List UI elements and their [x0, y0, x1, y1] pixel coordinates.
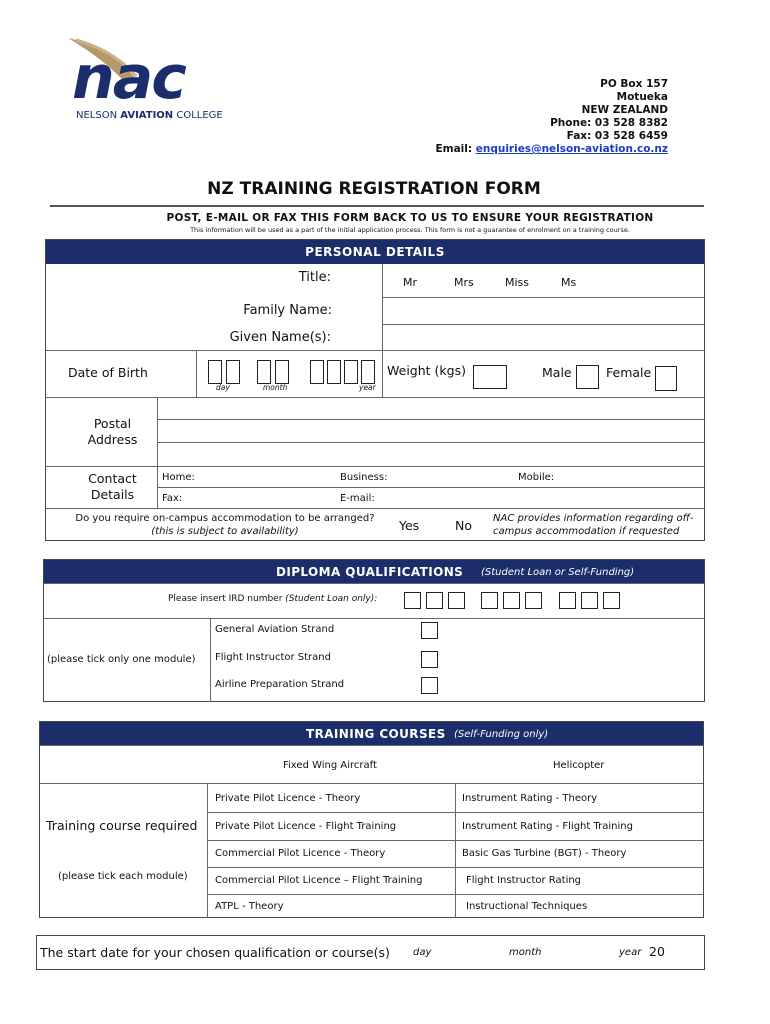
mobile-phone-label: Mobile: — [518, 472, 555, 483]
male-label: Male — [542, 365, 572, 380]
ird-digit-4[interactable] — [481, 592, 498, 609]
strand-airline-preparation-checkbox[interactable] — [421, 677, 438, 694]
contact-block — [435, 78, 668, 156]
course-ppl-theory: Private Pilot Licence - Theory — [215, 793, 361, 804]
address-line-2: Motueka — [616, 91, 668, 103]
dob-month-digit-2[interactable] — [275, 360, 289, 384]
ird-digit-6[interactable] — [525, 592, 542, 609]
postal-address-line-2[interactable] — [158, 420, 704, 441]
course-bgt-theory: Basic Gas Turbine (BGT) - Theory — [462, 848, 627, 859]
training-required-label: Training course required — [46, 818, 198, 833]
diploma-tick-note: (please tick only one module) — [47, 654, 196, 665]
ird-digit-2[interactable] — [426, 592, 443, 609]
fixed-wing-column-header: Fixed Wing Aircraft — [283, 760, 377, 771]
dob-year-digit-3[interactable] — [344, 360, 358, 384]
start-date-label: The start date for your chosen qualification or course(s) — [40, 945, 390, 960]
dob-day-caption: day — [216, 383, 230, 392]
given-names-field[interactable] — [383, 325, 703, 350]
dob-year-caption: year — [359, 383, 376, 392]
contact-label: Contact Details — [88, 471, 137, 502]
strand-general-aviation-checkbox[interactable] — [421, 622, 438, 639]
ird-digit-5[interactable] — [503, 592, 520, 609]
start-month-caption[interactable]: month — [509, 947, 542, 958]
strand-airline-preparation: Airline Preparation Strand — [215, 679, 345, 690]
course-cpl-flight: Commercial Pilot Licence – Flight Training — [215, 875, 423, 886]
title-option-ms[interactable]: Ms — [561, 276, 577, 289]
accommodation-no[interactable]: No — [455, 518, 472, 533]
dob-month-digit-1[interactable] — [257, 360, 271, 384]
postal-address-line-3[interactable] — [158, 443, 704, 465]
course-cpl-theory: Commercial Pilot Licence - Theory — [215, 848, 386, 859]
start-day-caption[interactable]: day — [413, 947, 432, 958]
course-instructional-techniques: Instructional Techniques — [466, 901, 588, 912]
title-option-mr[interactable]: Mr — [403, 276, 418, 289]
female-checkbox[interactable] — [655, 366, 677, 391]
logo — [66, 36, 241, 126]
email-link[interactable]: enquiries@nelson-aviation.co.nz — [475, 143, 668, 155]
email-field-label: E-mail: — [340, 493, 375, 504]
email-line: Email: enquiries@nelson-aviation.co.nz — [435, 143, 668, 155]
weight-field[interactable] — [473, 365, 507, 389]
family-name-field[interactable] — [383, 298, 703, 323]
business-phone-label: Business: — [340, 472, 388, 483]
dob-day-digit-2[interactable] — [226, 360, 240, 384]
form-subtitle: POST, E-MAIL OR FAX THIS FORM BACK TO US TO ENSURE YOUR REGISTRATION — [166, 212, 654, 224]
course-atpl-theory: ATPL - Theory — [215, 901, 284, 912]
course-ir-flight: Instrument Rating - Flight Training — [462, 821, 633, 832]
personal-details-heading: PERSONAL DETAILS — [46, 240, 704, 264]
phone-line: Phone: 03 528 8382 — [550, 117, 668, 129]
logo-letters: nac — [72, 43, 185, 113]
ird-digit-1[interactable] — [404, 592, 421, 609]
postal-address-line-1[interactable] — [158, 398, 704, 418]
form-title: NZ TRAINING REGISTRATION FORM — [207, 179, 541, 199]
ird-digit-8[interactable] — [581, 592, 598, 609]
helicopter-column-header: Helicopter — [553, 760, 605, 771]
family-name-label: Family Name: — [243, 303, 332, 318]
dob-year-digit-4[interactable] — [361, 360, 375, 384]
ird-label: Please insert IRD number (Student Loan only): — [168, 594, 378, 604]
female-label: Female — [606, 365, 652, 380]
form-note: This information will be used as a part of the initial application process. This form is not a guarantee of enrolment on a training course. — [190, 226, 630, 234]
dob-label: Date of Birth — [68, 365, 148, 380]
home-phone-label: Home: — [162, 472, 195, 483]
weight-label: Weight (kgs) — [387, 363, 466, 378]
training-heading: TRAINING COURSES — [306, 727, 446, 741]
diploma-heading-note: (Student Loan or Self-Funding) — [481, 567, 635, 578]
address-line-1: PO Box 157 — [600, 78, 668, 90]
course-ir-theory: Instrument Rating - Theory — [462, 793, 598, 804]
ird-digit-9[interactable] — [603, 592, 620, 609]
training-tick-note: (please tick each module) — [58, 871, 188, 882]
dob-day-digit-1[interactable] — [208, 360, 222, 384]
given-names-label: Given Name(s): — [229, 330, 331, 345]
start-year-prefix: 20 — [649, 944, 665, 959]
logo-caption: NELSON AVIATION COLLEGE — [76, 110, 223, 121]
male-checkbox[interactable] — [576, 365, 599, 389]
address-line-3: NEW ZEALAND — [581, 104, 668, 116]
fax-line: Fax: 03 528 6459 — [566, 130, 668, 142]
ird-digit-7[interactable] — [559, 592, 576, 609]
dob-year-digit-2[interactable] — [327, 360, 341, 384]
course-ppl-flight: Private Pilot Licence - Flight Training — [215, 821, 397, 832]
postal-label: Postal Address — [87, 416, 138, 447]
dob-month-caption: month — [263, 383, 288, 392]
start-year-caption[interactable]: year — [619, 947, 642, 958]
title-option-miss[interactable]: Miss — [505, 276, 530, 289]
strand-flight-instructor: Flight Instructor Strand — [215, 652, 331, 663]
course-flight-instructor: Flight Instructor Rating — [466, 875, 582, 886]
strand-general-aviation: General Aviation Strand — [215, 624, 335, 635]
accommodation-question: Do you require on-campus accommodation to be arranged? (this is subject to availability) — [75, 513, 375, 537]
title-option-mrs[interactable]: Mrs — [454, 276, 474, 289]
diploma-heading: DIPLOMA QUALIFICATIONS — [276, 565, 464, 579]
accommodation-yes[interactable]: Yes — [399, 518, 420, 533]
ird-digit-3[interactable] — [448, 592, 465, 609]
training-heading-note: (Self-Funding only) — [454, 729, 549, 740]
fax-label: Fax: — [162, 493, 183, 504]
dob-year-digit-1[interactable] — [310, 360, 324, 384]
title-rule — [50, 205, 704, 207]
offcampus-note: NAC provides information regarding off- campus accommodation if requested — [493, 513, 694, 537]
strand-flight-instructor-checkbox[interactable] — [421, 651, 438, 668]
title-label: Title: — [298, 270, 331, 285]
